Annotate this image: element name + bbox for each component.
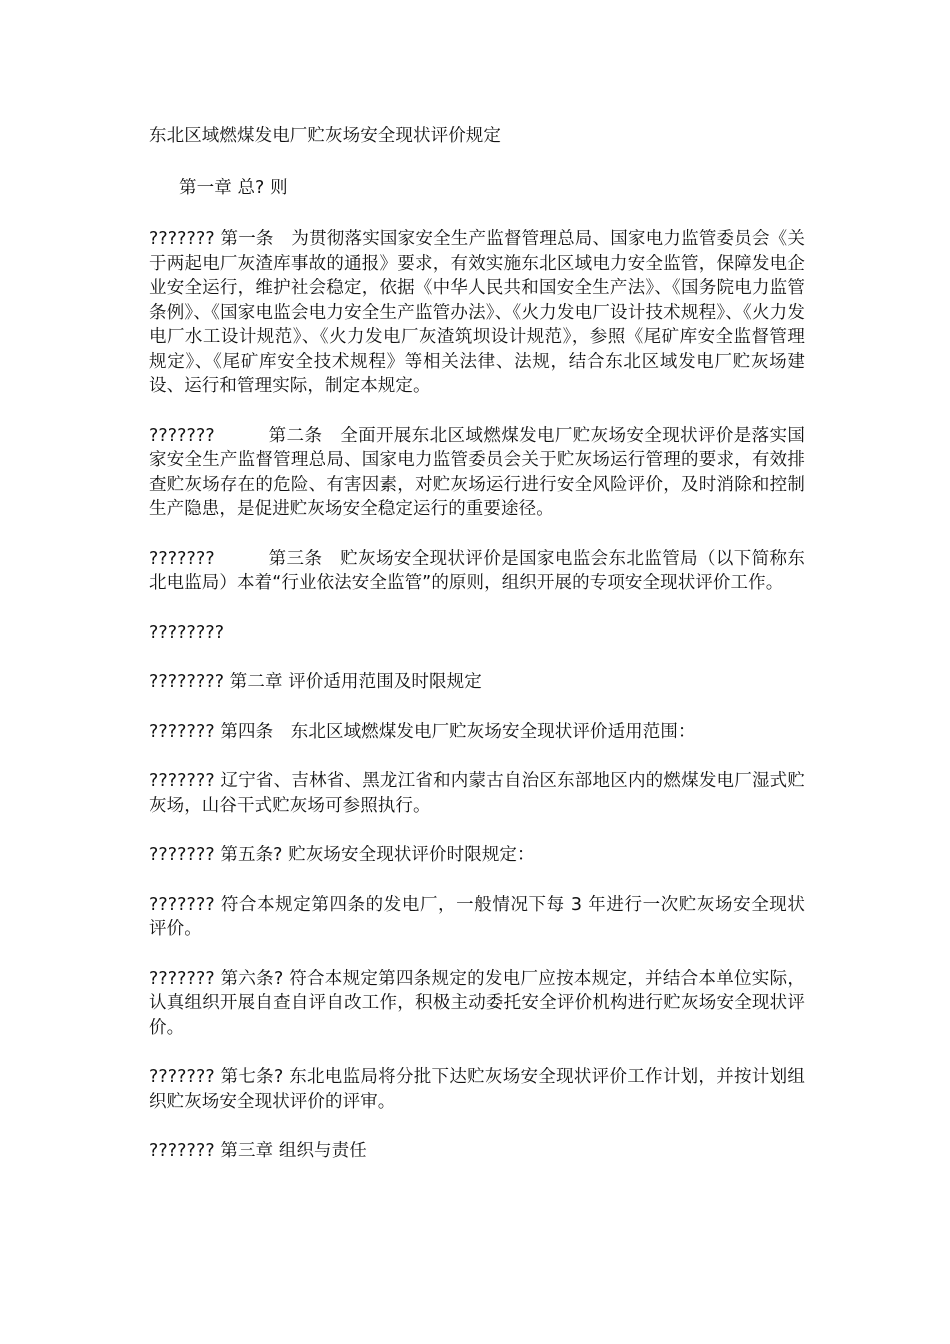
- chapter-heading-3: ??????? 第三章 组织与责任: [149, 1141, 367, 1161]
- chapter-heading-1: 第一章 总? 则: [179, 177, 288, 198]
- article-4: ??????? 第四条 东北区域燃煤发电厂贮灰场安全现状评价适用范围：: [149, 721, 696, 742]
- article-1: ??????? 第一条 为贯彻落实国家安全生产监督管理总局、国家电力监管委员会《关于两起电厂灰渣库事故的通报》要求，有效实施东北区域电力安全监管，保障发电企业安全运行，维护社会稳定，依据《中华人民共和国安全生产法》、《国务院电力监管条例》、《国家电监会电力安全生产监管办法》、《火力发电厂设计技术规程》、《火力发电厂水工设计规范》、《火力发电厂灰渣筑坝设计规范》，参照《尾矿库安全监督管理规定》、《尾矿库安全技术规程》等相关法律、法规，结合东北区域发电厂贮灰场建设、运行和管理实际，制定本规定。: [149, 229, 805, 396]
- document-body: [149, 124, 805, 1189]
- document-title: 东北区域燃煤发电厂贮灰场安全现状评价规定: [149, 126, 501, 146]
- article-3: ??????? 第三条 贮灰场安全现状评价是国家电监会东北监管局（以下简称东北电监局）本着“行业依法安全监管”的原则，组织开展的专项安全现状评价工作。: [149, 548, 805, 593]
- article-4-scope: ??????? 辽宁省、吉林省、黑龙江省和内蒙古自治区东部地区内的燃煤发电厂湿式贮灰场，山谷干式贮灰场可参照执行。: [149, 771, 805, 816]
- article-5-detail: ??????? 符合本规定第四条的发电厂，一般情况下每 3 年进行一次贮灰场安全现状评价。: [149, 894, 805, 939]
- placeholder-line: ????????: [149, 622, 225, 643]
- article-7: ??????? 第七条? 东北电监局将分批下达贮灰场安全现状评价工作计划，并按计划组织贮灰场安全现状评价的评审。: [149, 1067, 805, 1112]
- article-2: ??????? 第二条 全面开展东北区域燃煤发电厂贮灰场安全现状评价是落实国家安全生产监督管理总局、国家电力监管委员会关于贮灰场运行管理的要求，有效排查贮灰场存在的危险、有害因素，对贮灰场运行进行安全风险评价，及时消除和控制生产隐患，是促进贮灰场安全稳定运行的重要途径。: [149, 425, 805, 519]
- article-6: ??????? 第六条? 符合本规定第四条规定的发电厂应按本规定，并结合本单位实际，认真组织开展自查自评自改工作，积极主动委托安全评价机构进行贮灰场安全现状评价。: [149, 968, 805, 1038]
- article-5: ??????? 第五条? 贮灰场安全现状评价时限规定：: [149, 845, 535, 865]
- chapter-heading-2: ???????? 第二章 评价适用范围及时限规定: [149, 672, 482, 692]
